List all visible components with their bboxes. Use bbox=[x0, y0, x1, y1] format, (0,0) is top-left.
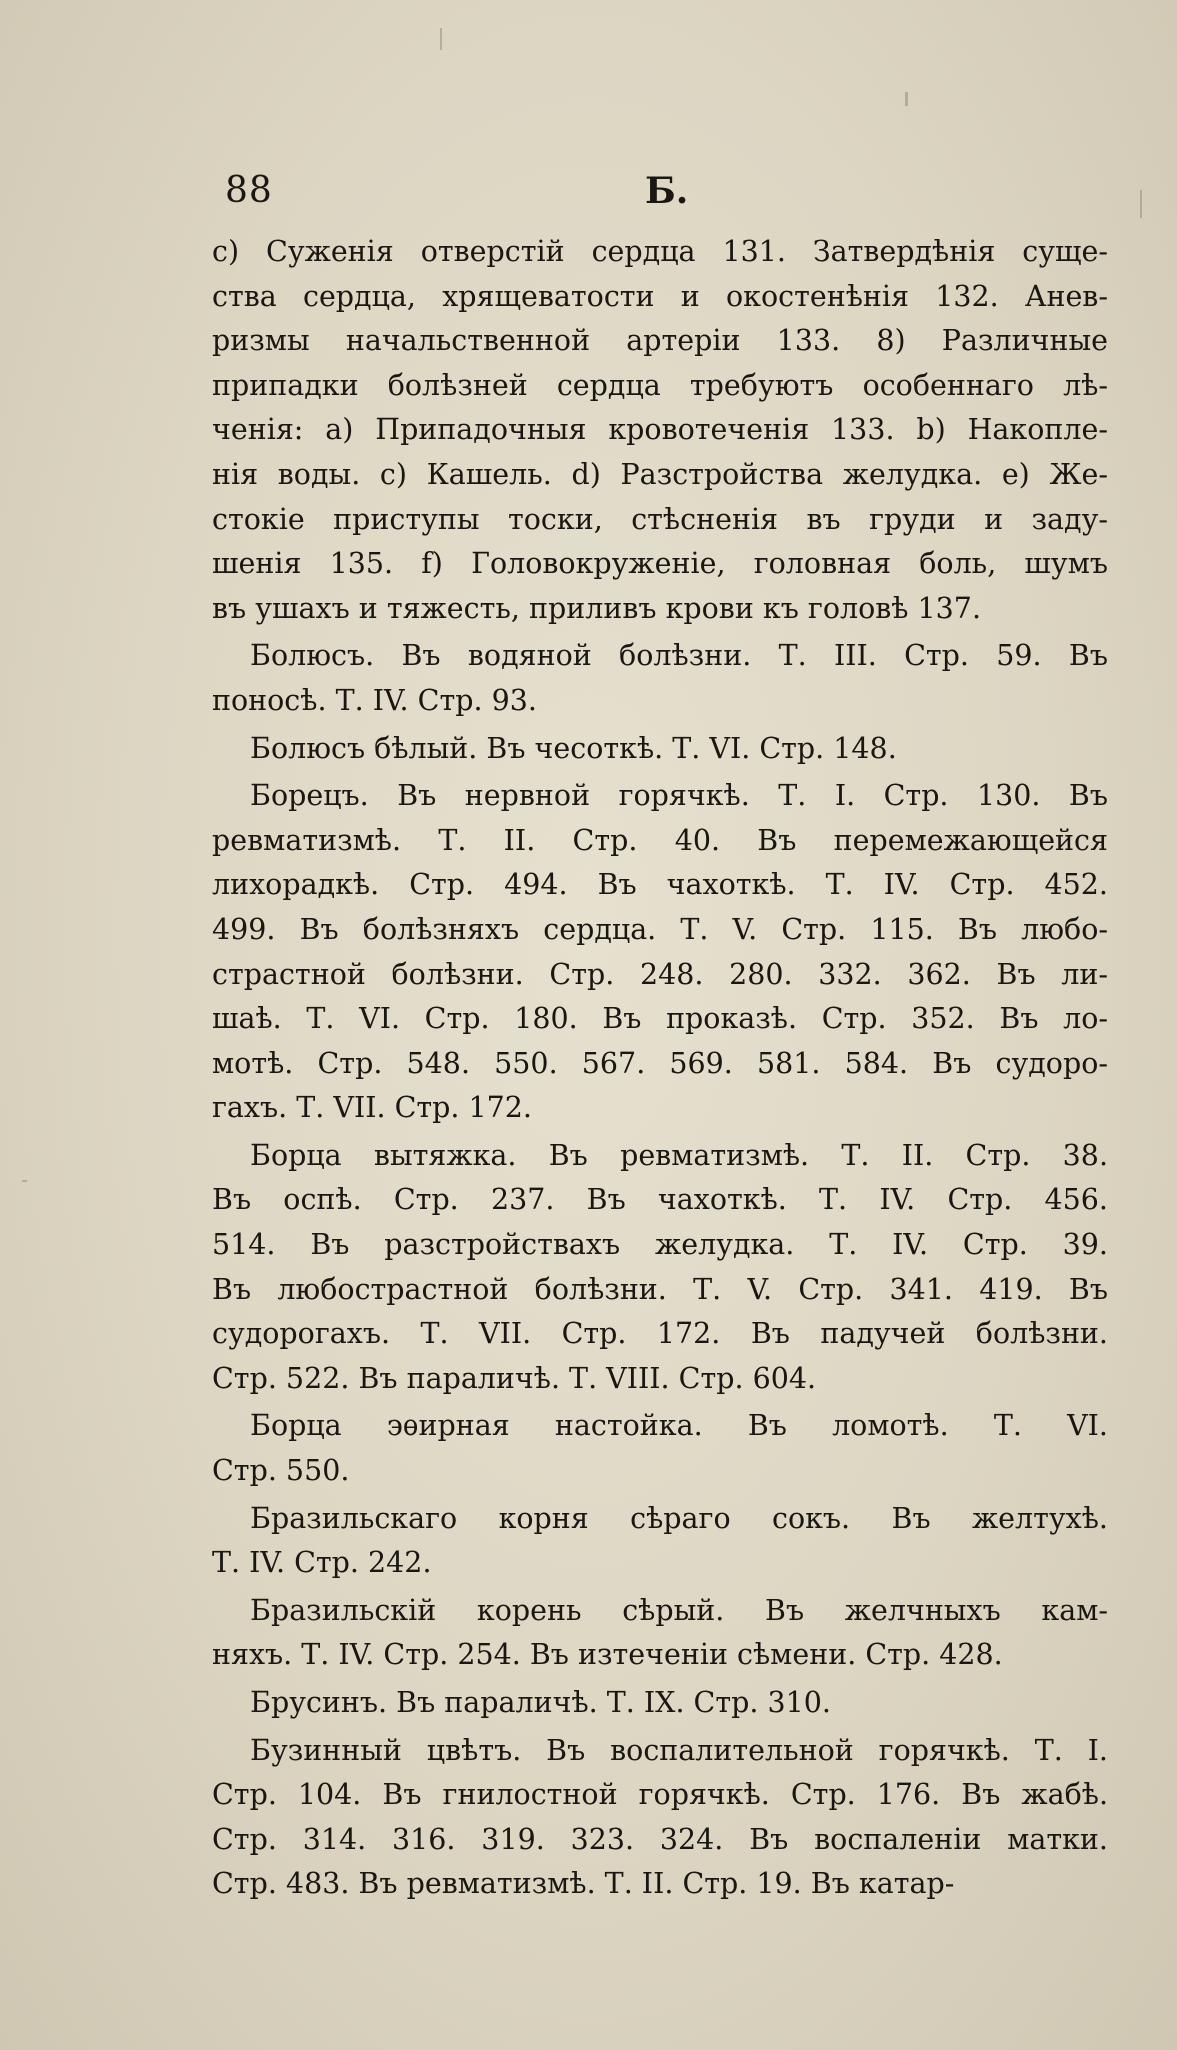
text-line: Брусинъ. Въ параличѣ. Т. IX. Стр. 310. bbox=[250, 1686, 831, 1719]
text-line: 514. Въ разстройствахъ желудка. Т. IV. Стр. 39. bbox=[212, 1228, 1108, 1262]
text-line: Болюсъ бѣлый. Въ чесоткѣ. Т. VI. Стр. 148. bbox=[250, 731, 897, 765]
index-entry-heart-diseases bbox=[212, 230, 1108, 631]
running-head-letter: Б. bbox=[645, 170, 689, 212]
index-entry-brucine bbox=[212, 1681, 1108, 1726]
text-line: ризмы начальственной артеріи 133. 8) Различные bbox=[212, 324, 1108, 358]
index-text bbox=[212, 230, 1108, 1907]
text-line: въ ушахъ и тяжесть, приливъ крови къ головѣ 137. bbox=[212, 591, 981, 625]
index-entry-bolus bbox=[212, 634, 1108, 723]
index-entry-elder-flower bbox=[212, 1729, 1108, 1907]
text-line: ства сердца, хрящеватости и окостенѣнія 132. Анев- bbox=[212, 279, 1108, 313]
text-line: 499. Въ болѣзняхъ сердца. Т. V. Стр. 115. Въ любо- bbox=[212, 912, 1108, 946]
text-line: поносѣ. Т. IV. Стр. 93. bbox=[212, 683, 537, 717]
text-line: няхъ. Т. IV. Стр. 254. Въ изтеченіи сѣмени. Стр. 428. bbox=[212, 1638, 1003, 1672]
paper-speck bbox=[440, 28, 442, 50]
text-line: гахъ. Т. VII. Стр. 172. bbox=[212, 1091, 532, 1125]
text-line: стокіе приступы тоски, стѣсненія въ груди и заду- bbox=[212, 502, 1108, 536]
paper-speck bbox=[22, 1180, 27, 1182]
text-line: шенія 135. f) Головокруженіе, головная боль, шумъ bbox=[212, 547, 1108, 581]
text-line: припадки болѣзней сердца требуютъ особеннаго лѣ- bbox=[212, 368, 1108, 402]
index-entry-brazil-root-grey bbox=[212, 1589, 1108, 1678]
text-line: Въ оспѣ. Стр. 237. Въ чахоткѣ. Т. IV. Стр. 456. bbox=[212, 1183, 1108, 1217]
text-line: Стр. 522. Въ параличѣ. Т. VIII. Стр. 604. bbox=[212, 1361, 817, 1395]
text-line: Стр. 550. bbox=[212, 1454, 350, 1488]
text-line: ревматизмѣ. Т. II. Стр. 40. Въ перемежающейся bbox=[212, 823, 1108, 857]
text-line: Борца вытяжка. Въ ревматизмѣ. Т. II. Стр. 38. bbox=[250, 1138, 1108, 1172]
text-line: шаѣ. Т. VI. Стр. 180. Въ проказѣ. Стр. 352. Въ ло- bbox=[212, 1002, 1108, 1036]
page-header bbox=[225, 170, 1105, 220]
text-line: c) Суженія отверстій сердца 131. Затвердѣнія суще- bbox=[212, 235, 1108, 268]
text-line: Стр. 314. 316. 319. 323. 324. Въ воспаленіи матки. bbox=[212, 1822, 1108, 1856]
text-line: Т. IV. Стр. 242. bbox=[212, 1546, 432, 1580]
text-line: Болюсъ. Въ водяной болѣзни. Т. III. Стр. 59. Въ bbox=[250, 639, 1108, 673]
index-entry-bortsa-efirnaya bbox=[212, 1404, 1108, 1493]
text-line: Бразильскій корень сѣрый. Въ желчныхъ кам- bbox=[250, 1593, 1108, 1627]
page-number: 88 bbox=[225, 170, 273, 211]
index-entry-bortsa-vytyazhka bbox=[212, 1134, 1108, 1402]
index-entry-borets bbox=[212, 774, 1108, 1131]
text-line: Въ любострастной болѣзни. Т. V. Стр. 341. 419. Въ bbox=[212, 1272, 1108, 1306]
text-line: лихорадкѣ. Стр. 494. Въ чахоткѣ. Т. IV. Стр. 452. bbox=[212, 868, 1108, 902]
paper-speck bbox=[1140, 190, 1142, 218]
text-line: Бузинный цвѣтъ. Въ воспалительной горячкѣ. Т. I. bbox=[250, 1733, 1108, 1767]
text-line: Стр. 483. Въ ревматизмѣ. Т. II. Стр. 19. Въ катар- bbox=[212, 1867, 955, 1901]
text-line: Борецъ. Въ нервной горячкѣ. Т. I. Стр. 130. Въ bbox=[250, 779, 1108, 813]
text-line: Стр. 104. Въ гнилостной горячкѣ. Стр. 176. Въ жабѣ. bbox=[212, 1778, 1108, 1812]
text-line: Борца эѳирная настойка. Въ ломотѣ. Т. VI. bbox=[250, 1409, 1108, 1443]
text-line: ченія: а) Припадочныя кровотеченія 133. b) Накопле- bbox=[212, 413, 1108, 447]
index-entry-bolus-white bbox=[212, 727, 1108, 772]
text-line: мотѣ. Стр. 548. 550. 567. 569. 581. 584. Въ судоро- bbox=[212, 1046, 1108, 1080]
text-line: нія воды. с) Кашель. d) Разстройства желудка. е) Же- bbox=[212, 457, 1108, 491]
index-entry-brazil-root-sap bbox=[212, 1497, 1108, 1586]
text-line: Бразильскаго корня сѣраго сокъ. Въ желтухѣ. bbox=[250, 1501, 1108, 1535]
text-line: страстной болѣзни. Стр. 248. 280. 332. 362. Въ ли- bbox=[212, 957, 1108, 991]
paper-speck bbox=[905, 92, 908, 106]
text-line: судорогахъ. Т. VII. Стр. 172. Въ падучей болѣзни. bbox=[212, 1317, 1108, 1351]
